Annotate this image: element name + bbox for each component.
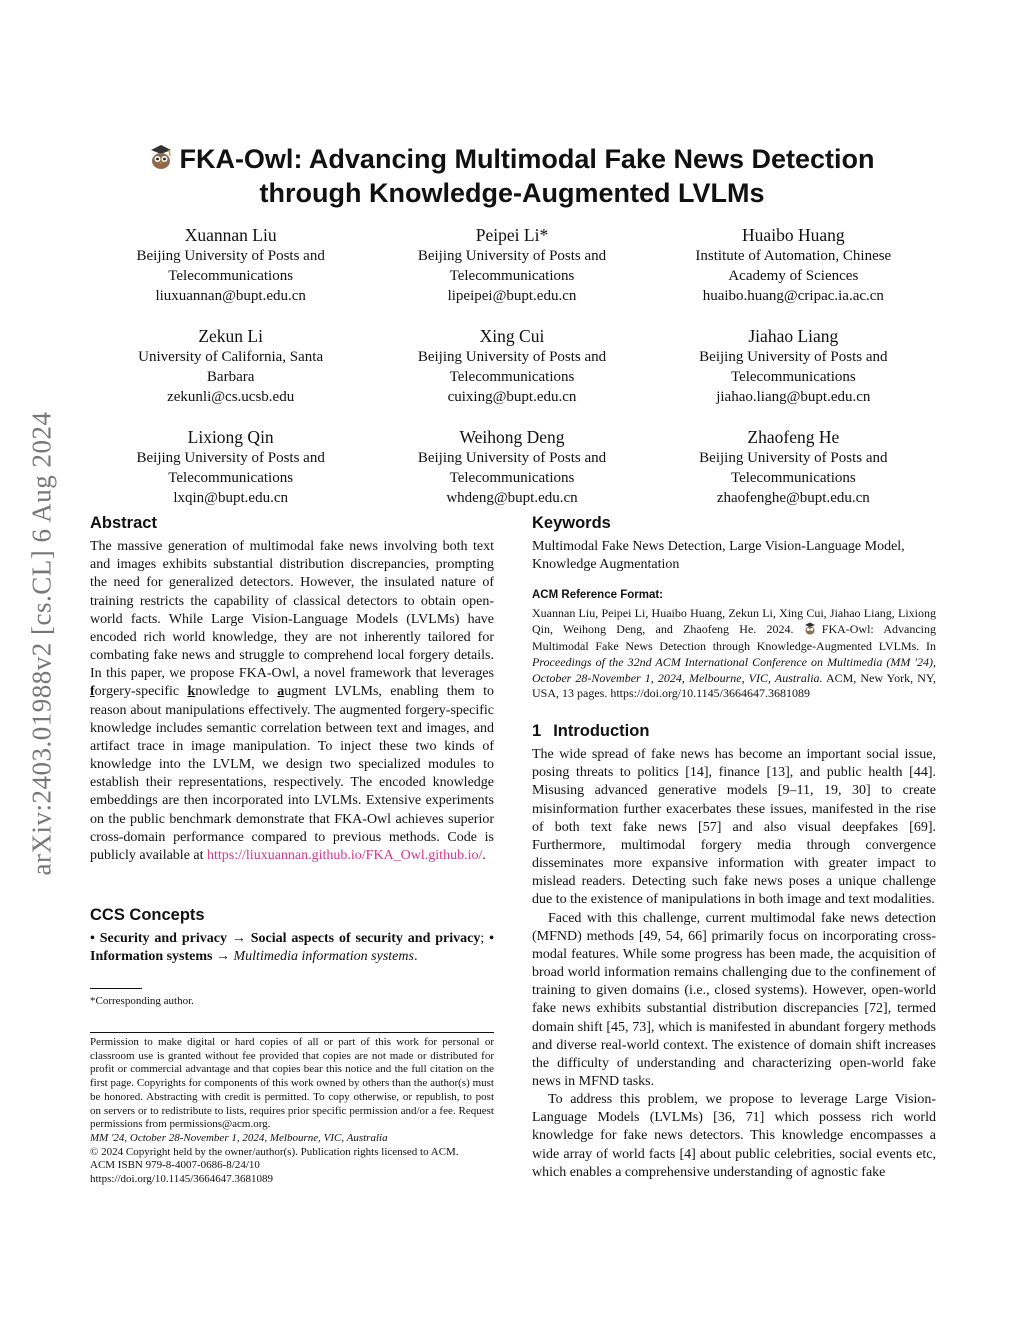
title-line-2: through Knowledge-Augmented LVLMs	[259, 178, 765, 208]
author-name: Huaibo Huang	[742, 225, 845, 245]
author-block	[90, 224, 371, 306]
author-email[interactable]: jiahao.liang@bupt.edu.cn	[716, 389, 871, 405]
author-email[interactable]: lxqin@bupt.edu.cn	[173, 490, 288, 506]
author-affiliation: Telecommunications	[730, 369, 856, 385]
introduction-section	[532, 722, 936, 1182]
author-email[interactable]: liuxuannan@bupt.edu.cn	[155, 288, 306, 304]
author-affiliation: University of California, Santa	[138, 349, 324, 365]
author-block	[90, 325, 371, 407]
author-name: Weihong Deng	[459, 427, 565, 447]
permission-text: Permission to make digital or hard copies of all or part of this work for personal or classroom use is granted without fee provided that copies are not made or distributed for profit or commercial advantage and that copies bear this notice and the full citation on the first page. Copyrights for components of this work owned by others than the author(s) must be honored. Abstracting with credit is permitted. To copy otherwise, or republish, to post on servers or to redistribute to lists, requires prior specific permission and/or a fee. Request permissions from permissions@acm.org.	[90, 1036, 494, 1131]
acm-reference-section	[532, 586, 936, 702]
author-name: Peipei Li*	[475, 225, 549, 245]
ccs-heading: CCS Concepts	[90, 906, 205, 924]
owl-icon	[149, 144, 173, 177]
paper-title	[90, 143, 934, 209]
author-name: Jiahao Liang	[748, 326, 839, 346]
arxiv-stamp	[24, 358, 60, 928]
venue-line: MM '24, October 28-November 1, 2024, Melbourne, VIC, Australia	[90, 1131, 388, 1144]
author-name: Xuannan Liu	[184, 225, 277, 245]
author-affiliation: Academy of Sciences	[728, 268, 859, 284]
permission-block	[90, 1036, 494, 1187]
author-block	[653, 224, 934, 306]
author-name: Lixiong Qin	[187, 427, 274, 447]
author-affiliation: Beijing University of Posts and	[136, 248, 325, 264]
author-email[interactable]: huaibo.huang@cripac.ia.ac.cn	[702, 288, 884, 304]
author-email[interactable]: cuixing@bupt.edu.cn	[447, 389, 577, 405]
author-block	[653, 426, 934, 508]
author-email[interactable]: whdeng@bupt.edu.cn	[446, 490, 578, 506]
author-grid	[90, 224, 934, 508]
abstract-heading: Abstract	[90, 514, 157, 532]
permission-rule	[90, 1032, 494, 1033]
author-block	[653, 325, 934, 407]
intro-paragraph: The wide spread of fake news has become an important social issue, posing threats to politics [14], finance [13], and public health [44]. Misusing advanced generative models [9–11, 19, 30] to create misinformation further exacerbates these issues, manifested in the rise of both text fake news [57] and also visual deepfakes [69]. Furthermore, multimodal forgery media through convergence disseminates more expansive information with greater impact to mislead readers. Detecting such fake news poses a unique challenge due to the existence of manipulations in both image and text modalities.	[532, 747, 936, 908]
ccs-text: • Security and privacy → Social aspects of security and privacy; • Information systems → Multimedia information systems.	[90, 931, 495, 965]
intro-paragraph: Faced with this challenge, current multimodal fake news detection (MFND) methods [49, 54, 66] primarily focus on incorporating cross-modal features. While some progress has been made, the acquisition of broad world information remains challenging due to the confinement of training to given domains (i.e., closed systems). However, open-world fake news exhibits substantial distribution discrepancies [72], termed domain shift [45, 73], which is manifested in abundant forgery methods and diverse real-world context. The existence of domain shift increases the difficulty of understanding and characterizing open-world fake news in MFND tasks.	[532, 910, 936, 1089]
abstract-section	[90, 514, 494, 865]
author-affiliation: Telecommunications	[449, 369, 575, 385]
keywords-text: Multimodal Fake News Detection, Large Vision-Language Model, Knowledge Augmentation	[532, 539, 905, 573]
footnote-rule	[90, 988, 142, 989]
author-affiliation: Barbara	[206, 369, 255, 385]
author-name: Zhaofeng He	[747, 427, 840, 447]
owl-icon	[804, 622, 816, 640]
author-block	[371, 325, 652, 407]
doi-line: https://doi.org/10.1145/3664647.3681089	[90, 1173, 274, 1186]
author-affiliation: Beijing University of Posts and	[417, 349, 607, 365]
footnote: *Corresponding author.	[90, 995, 194, 1007]
author-name: Zekun Li	[198, 326, 263, 346]
copyright-line: © 2024 Copyright held by the owner/author(s). Publication rights licensed to ACM.	[90, 1145, 459, 1158]
author-affiliation: Beijing University of Posts and	[417, 450, 607, 466]
author-affiliation: Telecommunications	[168, 470, 294, 486]
author-affiliation: Telecommunications	[168, 268, 294, 284]
acm-reference-heading: ACM Reference Format:	[532, 589, 663, 601]
author-block	[371, 224, 652, 306]
isbn-line: ACM ISBN 979-8-4007-0686-8/24/10	[90, 1159, 260, 1172]
author-email[interactable]: lipeipei@bupt.edu.cn	[447, 288, 577, 304]
author-email[interactable]: zhaofenghe@bupt.edu.cn	[716, 490, 870, 506]
arxiv-id: arXiv:2403.01988v2 [cs.CL] 6 Aug 2024	[26, 411, 57, 875]
author-affiliation: Beijing University of Posts and	[417, 248, 607, 264]
author-affiliation: Beijing University of Posts and	[699, 349, 888, 365]
author-name: Xing Cui	[479, 326, 545, 346]
author-affiliation: Beijing University of Posts and	[699, 450, 888, 466]
keywords-section	[532, 514, 936, 574]
code-link[interactable]: https://liuxuannan.github.io/FKA_Owl.github.io/	[207, 847, 483, 863]
author-block	[90, 426, 371, 508]
acm-reference-text: Xuannan Liu, Peipei Li, Huaibo Huang, Zekun Li, Xing Cui, Jiahao Liang, Lixiong Qin, Weihong Deng, and Zhaofeng He. 2024. FKA-Owl: Advancing Multimodal Fake News Detection through Knowledge-Augmented LVLMs. In Proceedings of the 32nd ACM International Conference on Multimedia (MM '24), October 28-November 1, 2024, Melbourne, VIC, Australia. ACM, New York, NY, USA, 13 pages. https://doi.org/10.1145/3664647.3681089	[532, 606, 936, 701]
author-email[interactable]: zekunli@cs.ucsb.edu	[167, 389, 295, 405]
author-affiliation: Institute of Automation, Chinese	[695, 248, 892, 264]
author-affiliation: Telecommunications	[730, 470, 856, 486]
author-block	[371, 426, 652, 508]
author-affiliation: Beijing University of Posts and	[136, 450, 325, 466]
introduction-heading: 1 Introduction	[532, 722, 650, 740]
section-number: 1	[532, 722, 542, 740]
author-affiliation: Telecommunications	[449, 268, 575, 284]
intro-paragraph: To address this problem, we propose to leverage Large Vision-Language Models (LVLMs) [36, 71] which possess rich world knowledge for fake news detectors. This knowledge encompasses a wide array of world facts [4] about public celebrities, social events etc, which enables a comprehensive understanding of agnostic fake	[532, 1092, 936, 1180]
keywords-heading: Keywords	[532, 514, 611, 532]
abstract-text: The massive generation of multimodal fake news involving both text and images exhibits substantial distribution discrepancies, prompting the need for generalized detectors. However, the insulated nature of training restricts the capability of classical detectors to obtain open-world facts. While Large Vision-Language Models (LVLMs) have encoded rich world knowledge, they are not inherently tailored for combating fake news and struggle to comprehend local forgery details. In this paper, we propose FKA-Owl, a novel framework that leverages forgery-specific knowledge to augment LVLMs, enabling them to reason about manipulations effectively. The augmented forgery-specific knowledge includes semantic correlation between text and images, and artifact trace in image manipulation. To inject these two kinds of knowledge into the LVLM, we design two specialized modules to establish their representations, respectively. The encoded knowledge embeddings are then incorporated into LVLMs. Extensive experiments on the public benchmark demonstrate that FKA-Owl achieves superior cross-domain performance compared to previous methods. Code is publicly available at https://liuxuannan.github.io/FKA_Owl.github.io/.	[90, 539, 494, 863]
author-affiliation: Telecommunications	[449, 470, 575, 486]
title-line-1: FKA-Owl: Advancing Multimodal Fake News Detection	[179, 144, 875, 174]
ccs-section	[90, 906, 494, 966]
